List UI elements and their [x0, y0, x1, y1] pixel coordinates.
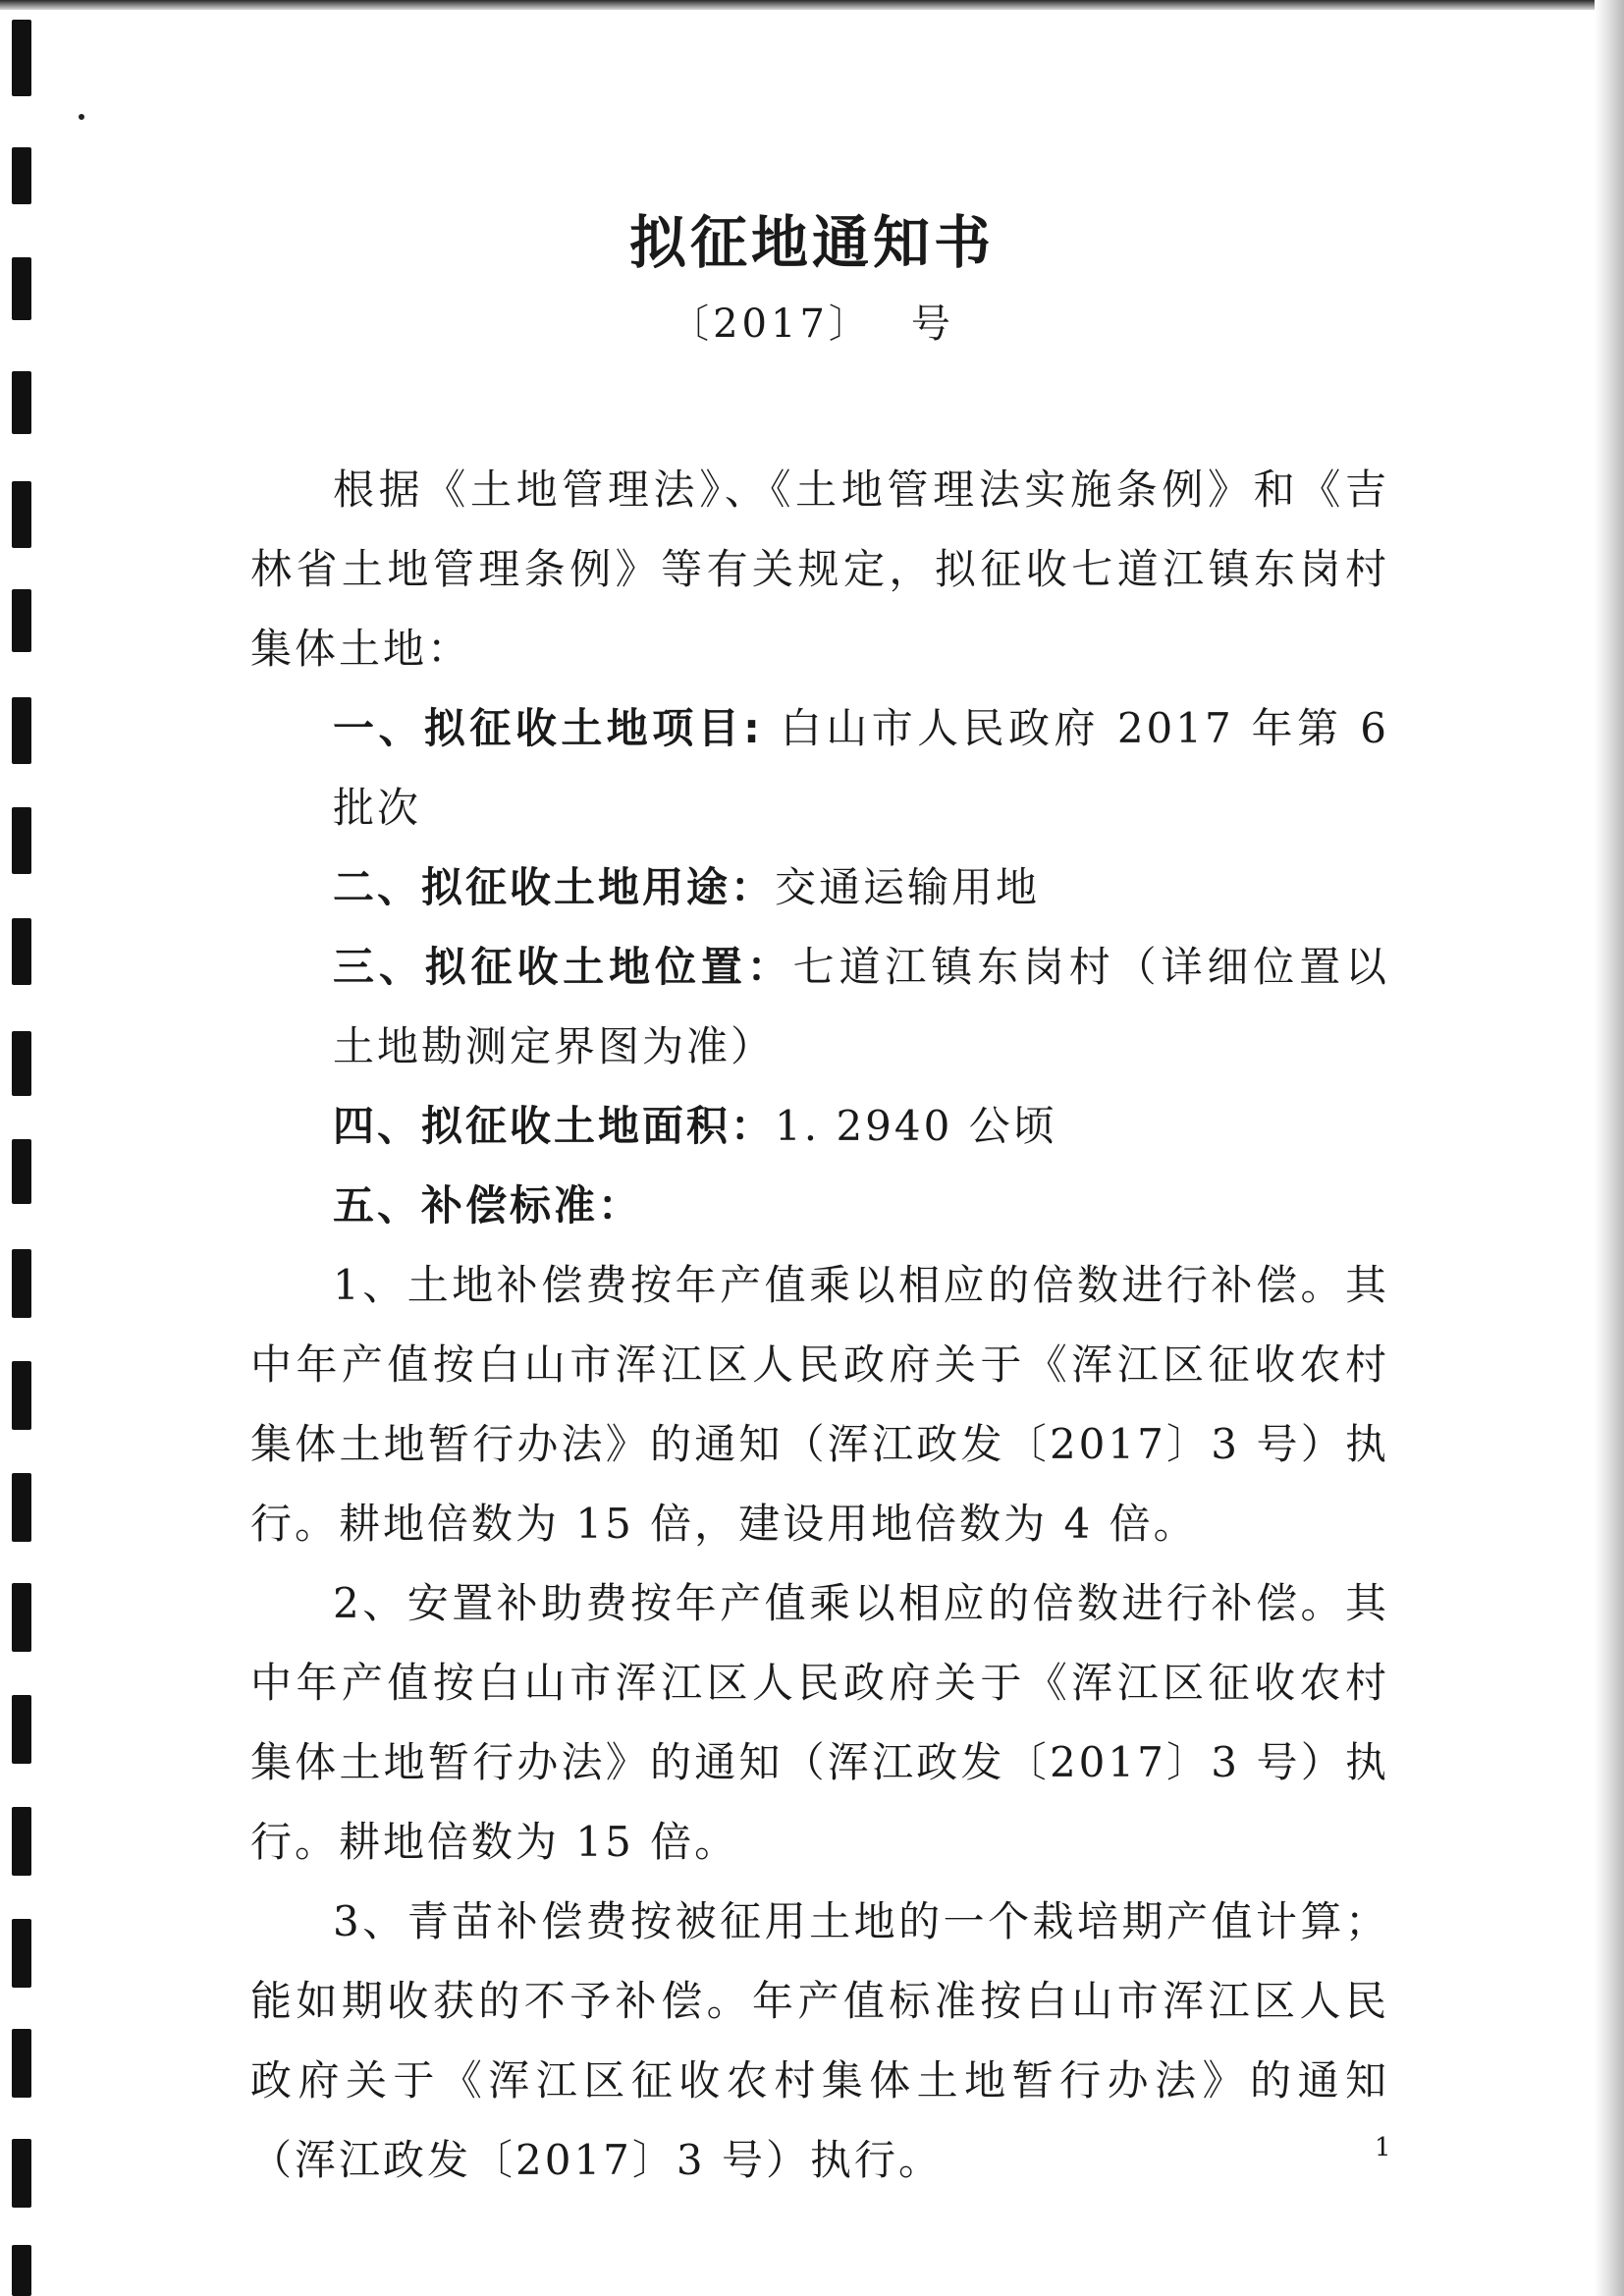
item-label: 五、补偿标准：	[333, 1181, 643, 1230]
item-label: 二、拟征收土地用途：	[333, 863, 776, 911]
binding-mark	[12, 807, 31, 874]
item-label: 四、拟征收土地面积：	[333, 1102, 776, 1150]
binding-mark	[12, 1249, 31, 1318]
binding-mark	[12, 697, 31, 764]
binding-mark	[12, 1361, 31, 1430]
clause-land-compensation: 1、土地补偿费按年产值乘以相应的倍数进行补偿。其中年产值按白山市浑江区人民政府关于《浑江区征收农村集体土地暂行办法》的通知（浑江政发〔2017〕3 号）执行。耕地倍数为 15 倍，建设用地倍数为 4 倍。	[250, 1261, 1389, 1548]
item-value: 交通运输用地	[775, 863, 1041, 911]
item-value: 1. 2940 公顷	[775, 1102, 1057, 1150]
binding-mark	[12, 918, 31, 985]
document-body	[250, 450, 1389, 2200]
scan-speck	[79, 114, 84, 120]
item-label: 三、拟征收土地位置：	[333, 943, 793, 991]
binding-mark	[12, 1583, 31, 1652]
binding-mark	[12, 1807, 31, 1876]
binding-mark	[12, 481, 31, 548]
document-year: 〔2017〕	[670, 301, 872, 347]
item-compensation	[250, 1166, 1389, 1245]
scan-top-edge	[0, 0, 1624, 10]
clause-resettlement-subsidy: 2、安置补助费按年产值乘以相应的倍数进行补偿。其中年产值按白山市浑江区人民政府关于《浑江区征收农村集体土地暂行办法》的通知（浑江政发〔2017〕3 号）执行。耕地倍数为 15 倍。	[250, 1579, 1389, 1866]
binding-mark	[12, 1695, 31, 1764]
binding-mark	[12, 371, 31, 434]
binding-mark	[12, 1473, 31, 1542]
page-number: 1	[1375, 2133, 1391, 2162]
item-value: 白山市人民政府 2017 年第 6 批次	[333, 704, 1389, 832]
item-usage	[250, 847, 1389, 927]
binding-mark	[12, 2029, 31, 2098]
document-number-suffix: 号	[910, 301, 954, 347]
binding-mark	[12, 20, 31, 96]
binding-mark	[12, 2245, 31, 2296]
item-area	[250, 1086, 1389, 1166]
binding-mark	[12, 589, 31, 652]
item-label: 一、拟征收土地项目:	[333, 704, 763, 752]
document-title: 拟征地通知书	[628, 209, 995, 276]
document-number	[0, 293, 1624, 349]
binding-mark	[12, 1139, 31, 1204]
item-project	[250, 688, 1389, 847]
clause-crop-compensation: 3、青苗补偿费按被征用土地的一个栽培期产值计算；能如期收获的不予补偿。年产值标准按白山市浑江区人民政府关于《浑江区征收农村集体土地暂行办法》的通知（浑江政发〔2017〕3 号）执行。	[250, 1897, 1389, 2184]
binding-mark	[12, 1031, 31, 1096]
item-location	[250, 927, 1389, 1086]
intro-paragraph: 根据《土地管理法》、《土地管理法实施条例》和《吉林省土地管理条例》等有关规定，拟征收七道江镇东岗村集体土地：	[250, 465, 1389, 673]
binding-mark	[12, 2139, 31, 2208]
binding-mark	[12, 1919, 31, 1988]
item-value: 七道江镇东岗村（详细位置以土地勘测定界图为准）	[333, 943, 1389, 1070]
